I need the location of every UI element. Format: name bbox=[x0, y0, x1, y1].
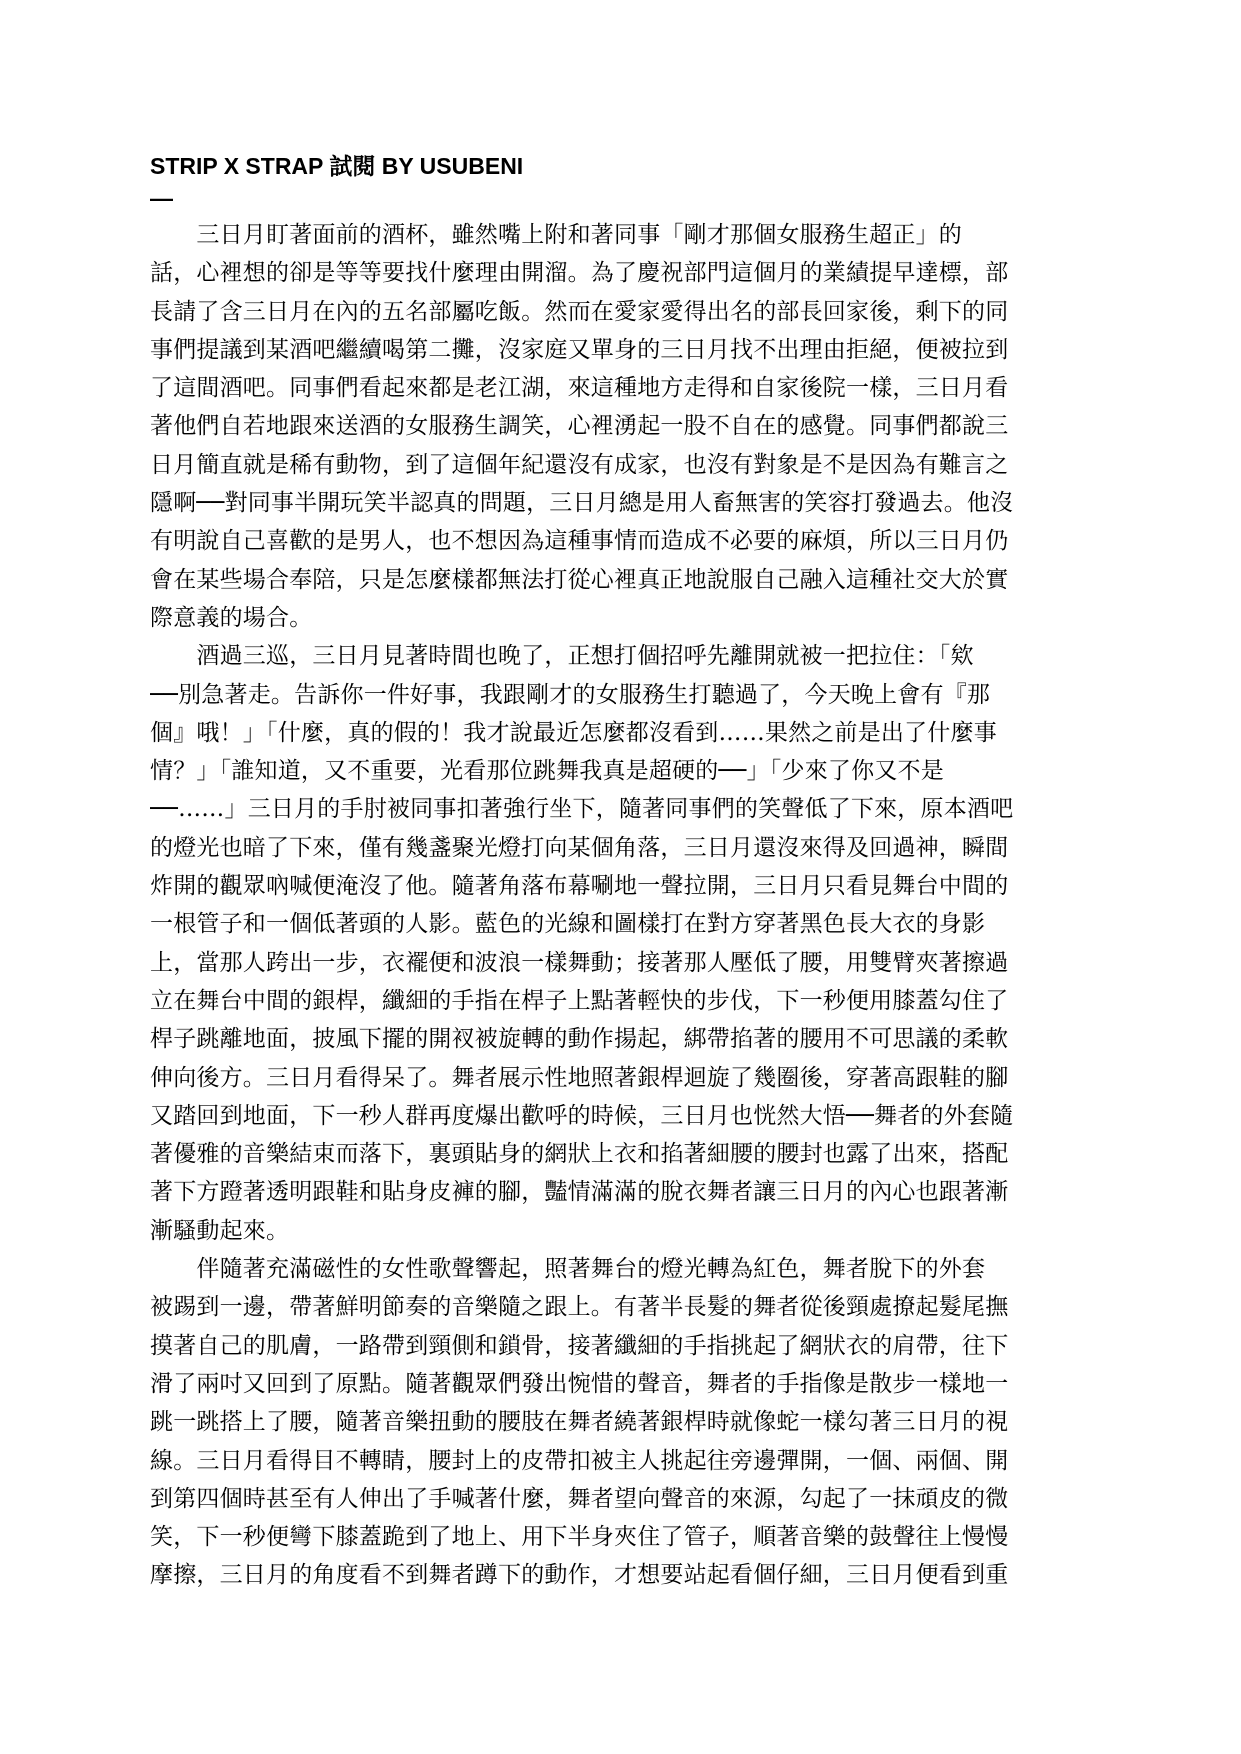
paragraph bbox=[150, 1250, 1090, 1595]
paragraph-line: 立在舞台中間的銀桿，纖細的手指在桿子上點著輕快的步伐，下一秒便用膝蓋勾住了 bbox=[150, 987, 1009, 1014]
paragraph bbox=[150, 216, 1090, 637]
paragraph-line: 會在某些場合奉陪，只是怎麼樣都無法打從心裡真正地說服自己融入這種社交大於實 bbox=[150, 566, 1009, 593]
paragraph-line: 際意義的場合。 bbox=[150, 604, 313, 631]
document-body bbox=[150, 216, 1090, 1595]
paragraph-line: 的燈光也暗了下來，僅有幾盞聚光燈打向某個角落，三日月還沒來得及回過神，瞬間 bbox=[150, 834, 1009, 861]
paragraph-line: ──別急著走。告訴你一件好事，我跟剛才的女服務生打聽過了，今天晚上會有『那 bbox=[150, 681, 991, 708]
paragraph-line: 摩擦，三日月的角度看不到舞者蹲下的動作，才想要站起看個仔細，三日月便看到重 bbox=[150, 1562, 1009, 1589]
paragraph-line: 線。三日月看得目不轉睛，腰封上的皮帶扣被主人挑起往旁邊彈開，一個、兩個、開 bbox=[150, 1447, 1009, 1474]
paragraph-line: 一根管子和一個低著頭的人影。藍色的光線和圖樣打在對方穿著黑色長大衣的身影 bbox=[150, 911, 986, 938]
paragraph-line: 桿子跳離地面，披風下擺的開衩被旋轉的動作揚起，綁帶掐著的腰用不可思議的柔軟 bbox=[150, 1026, 1009, 1053]
paragraph-line: 滑了兩吋又回到了原點。隨著觀眾們發出惋惜的聲音，舞者的手指像是散步一樣地一 bbox=[150, 1370, 1009, 1397]
paragraph-line: 笑，下一秒便彎下膝蓋跪到了地上、用下半身夾住了管子，順著音樂的鼓聲往上慢慢 bbox=[150, 1524, 1009, 1551]
paragraph-line: 跳一跳搭上了腰，隨著音樂扭動的腰肢在舞者繞著銀桿時就像蛇一樣勾著三日月的視 bbox=[150, 1409, 1009, 1436]
paragraph-line: 著優雅的音樂結束而落下，裏頭貼身的網狀上衣和掐著細腰的腰封也露了出來，搭配 bbox=[150, 1141, 1009, 1168]
document-page bbox=[150, 150, 1090, 1595]
paragraph-line: 炸開的觀眾吶喊便淹沒了他。隨著角落布幕唰地一聲拉開，三日月只看見舞台中間的 bbox=[150, 873, 1009, 900]
paragraph-line: ──……」三日月的手肘被同事扣著強行坐下，隨著同事們的笑聲低了下來，原本酒吧 bbox=[150, 796, 1014, 823]
paragraph-line: 情？」「誰知道，又不重要，光看那位跳舞我真是超硬的──」「少來了你又不是 bbox=[150, 758, 944, 785]
paragraph-line: 上，當那人跨出一步，衣襬便和波浪一樣舞動；接著那人壓低了腰，用雙臂夾著擦過 bbox=[150, 949, 1009, 976]
paragraph bbox=[150, 637, 1090, 1250]
paragraph-line: 到第四個時甚至有人伸出了手喊著什麼，舞者望向聲音的來源，勾起了一抹頑皮的微 bbox=[150, 1485, 1009, 1512]
paragraph-line: 著他們自若地跟來送酒的女服務生調笑，心裡湧起一股不自在的感覺。同事們都說三 bbox=[150, 413, 1009, 440]
paragraph-line: 個』哦！」「什麼，真的假的！我才說最近怎麼都沒看到……果然之前是出了什麼事 bbox=[150, 719, 997, 746]
paragraph-line: 摸著自己的肌膚，一路帶到頸側和鎖骨，接著纖細的手指挑起了網狀衣的肩帶，往下 bbox=[150, 1332, 1009, 1359]
paragraph-line: 事們提議到某酒吧繼續喝第二攤，沒家庭又單身的三日月找不出理由拒絕，便被拉到 bbox=[150, 336, 1009, 363]
document-title: STRIP X STRAP 試閱 BY USUBENI bbox=[150, 153, 524, 179]
paragraph-line: 有明說自己喜歡的是男人，也不想因為這種事情而造成不必要的麻煩，所以三日月仍 bbox=[150, 528, 1009, 555]
paragraph-line: 了這間酒吧。同事們看起來都是老江湖，來這種地方走得和自家後院一樣，三日月看 bbox=[150, 375, 1009, 402]
title-divider: — bbox=[150, 185, 173, 211]
paragraph-line: 隱啊──對同事半開玩笑半認真的問題，三日月總是用人畜無害的笑容打發過去。他沒 bbox=[150, 490, 1014, 517]
paragraph-line: 著下方蹬著透明跟鞋和貼身皮褲的腳，豔情滿滿的脫衣舞者讓三日月的內心也跟著漸 bbox=[150, 1179, 1009, 1206]
paragraph-line: 又踏回到地面，下一秒人群再度爆出歡呼的時候，三日月也恍然大悟──舞者的外套隨 bbox=[150, 1102, 1014, 1129]
paragraph-line: 被踢到一邊，帶著鮮明節奏的音樂隨之跟上。有著半長髮的舞者從後頸處撩起髮尾撫 bbox=[150, 1294, 1009, 1321]
paragraph-line: 話，心裡想的卻是等等要找什麼理由開溜。為了慶祝部門這個月的業績提早達標，部 bbox=[150, 260, 1009, 287]
paragraph-line: 日月簡直就是稀有動物，到了這個年紀還沒有成家，也沒有對象是不是因為有難言之 bbox=[150, 451, 1009, 478]
paragraph-line: 長請了含三日月在內的五名部屬吃飯。然而在愛家愛得出名的部長回家後，剩下的同 bbox=[150, 298, 1009, 325]
paragraph-line: 三日月盯著面前的酒杯，雖然嘴上附和著同事「剛才那個女服務生超正」的 bbox=[150, 222, 962, 248]
paragraph-line: 漸騷動起來。 bbox=[150, 1217, 290, 1244]
paragraph-line: 伸向後方。三日月看得呆了。舞者展示性地照著銀桿迴旋了幾圈後，穿著高跟鞋的腳 bbox=[150, 1064, 1009, 1091]
paragraph-line: 伴隨著充滿磁性的女性歌聲響起，照著舞台的燈光轉為紅色，舞者脫下的外套 bbox=[150, 1256, 986, 1283]
paragraph-line: 酒過三巡，三日月見著時間也晚了，正想打個招呼先離開就被一把拉住：「欸 bbox=[150, 643, 974, 670]
